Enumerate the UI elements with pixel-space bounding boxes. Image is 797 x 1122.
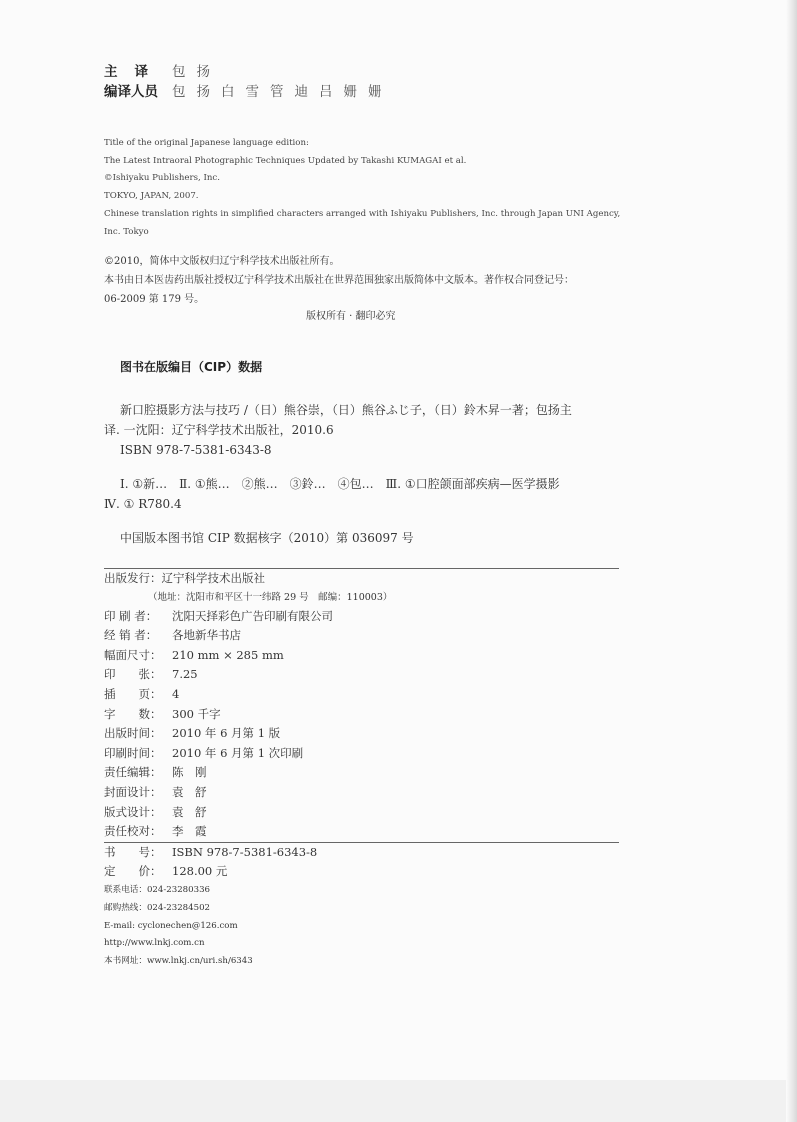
- publisher-label: 出版发行：: [104, 571, 162, 585]
- chinese-copyright-line: ©2010，简体中文版权归辽宁科学技术出版社所有。: [104, 256, 340, 267]
- contact-email: E-mail: cyclonechen@126.com: [104, 920, 238, 931]
- pub-row-label: 版式设计：: [104, 804, 162, 819]
- pub-row: [104, 705, 619, 725]
- contact-mail-order: 邮购热线：024-23284502: [104, 902, 211, 913]
- cip-classification-line: Ⅳ. ① R780.4: [104, 497, 182, 511]
- pub-row-value: 4: [172, 686, 180, 701]
- pub-row-value: 210 mm × 285 mm: [172, 647, 284, 662]
- pub-row-value: 袁 舒: [172, 784, 207, 799]
- price-row: [104, 862, 619, 882]
- publisher-address: （地址：沈阳市和平区十一纬路 29 号 邮编：110003）: [148, 591, 393, 603]
- cip-block: [104, 400, 634, 548]
- scan-right-edge: [786, 0, 797, 1122]
- pub-row-value: 300 千字: [172, 706, 221, 721]
- pub-row-label: 责任校对：: [104, 824, 162, 839]
- cip-line: 新口腔摄影方法与技巧 /（日）熊谷崇，（日）熊谷ふじ子，（日）鈴木昇一著；包扬主: [120, 403, 572, 417]
- scan-bottom-band: [0, 1080, 797, 1122]
- pub-row: [104, 744, 619, 764]
- pub-row-value: 李 霞: [172, 824, 207, 839]
- price-label: 定 价：: [104, 864, 162, 879]
- isbn-row: [104, 843, 619, 863]
- pub-row: [104, 607, 619, 627]
- pub-row-label: 出版时间：: [104, 726, 162, 741]
- isbn-label: 书 号：: [104, 844, 162, 859]
- pub-row-label: 幅面尺寸：: [104, 647, 162, 662]
- english-rights-block: [104, 135, 744, 241]
- english-rights-line: TOKYO, JAPAN, 2007.: [104, 191, 199, 202]
- pub-row-value: 各地新华书店: [172, 628, 241, 643]
- rights-reserved: 版权所有 · 翻印必究: [306, 311, 396, 322]
- publisher-value: 辽宁科学技术出版社: [161, 571, 265, 585]
- pub-row: [104, 724, 619, 744]
- publisher-row: [104, 569, 619, 589]
- pub-row-value: 7.25: [172, 667, 198, 682]
- pub-row-value: 陈 刚: [172, 765, 207, 780]
- pub-row-label: 封面设计：: [104, 784, 162, 799]
- pub-row: [104, 763, 619, 783]
- translator-names: 包扬: [172, 64, 221, 80]
- chinese-copyright-line: 本书由日本医齿药出版社授权辽宁科学技术出版社在世界范围独家出版简体中文版本。著作权合同登记号：: [104, 275, 574, 286]
- pub-row-label: 印 张：: [104, 667, 162, 682]
- pub-row-label: 印刷时间：: [104, 745, 162, 760]
- staff-row: [104, 82, 393, 102]
- cip-record: 中国版本图书馆 CIP 数据核字（2010）第 036097 号: [120, 531, 414, 545]
- english-rights-line: The Latest Intraoral Photographic Techniques Updated by Takashi KUMAGAI et al.: [104, 155, 467, 166]
- price-value: 128.00 元: [172, 864, 228, 879]
- translator-label: 主译: [104, 64, 165, 80]
- cip-classification-line: Ⅰ. ①新… Ⅱ. ①熊… ②熊… ③鈴… ④包… Ⅲ. ①口腔颌面部疾病—医学摄影: [120, 477, 560, 491]
- pub-row-value: 2010 年 6 月第 1 次印刷: [172, 745, 304, 760]
- publishing-rows: [104, 607, 619, 842]
- pub-row: [104, 822, 619, 842]
- chinese-copyright-line: 06-2009 第 179 号。: [104, 294, 205, 305]
- pub-row-label: 责任编辑：: [104, 765, 162, 780]
- isbn-value: ISBN 978-7-5381-6343-8: [172, 844, 318, 859]
- pub-row-label: 字 数：: [104, 706, 162, 721]
- contact-book-url: 本书网址：www.lnkj.cn/uri.sh/6343: [104, 956, 253, 967]
- pub-row: [104, 803, 619, 823]
- contact-website: http://www.lnkj.com.cn: [104, 938, 205, 949]
- staff-names: 包扬白雪管迪吕姗姗: [172, 84, 393, 100]
- pub-row: [104, 783, 619, 803]
- pub-row-label: 经 销 者：: [104, 628, 158, 643]
- pub-row-value: 沈阳天择彩色广告印刷有限公司: [172, 608, 333, 623]
- pub-row-value: 2010 年 6 月第 1 版: [172, 726, 281, 741]
- pub-row: [104, 646, 619, 666]
- pub-row: [104, 626, 619, 646]
- cip-heading: 图书在版编目（CIP）数据: [120, 360, 263, 374]
- english-rights-line: Title of the original Japanese language edition:: [104, 138, 309, 148]
- pub-row-label: 插 页：: [104, 686, 162, 701]
- pub-row: [104, 665, 619, 685]
- credits-block: [104, 62, 393, 102]
- english-rights-line: Chinese translation rights in simplified characters arranged with Ishiyaku Publishers, Inc. through Japan UNI Agency,: [104, 208, 621, 219]
- english-rights-line: Inc. Tokyo: [104, 226, 149, 237]
- contact-phone: 联系电话：024-23280336: [104, 885, 211, 895]
- pub-row-value: 袁 舒: [172, 804, 207, 819]
- chinese-copyright-block: [104, 252, 744, 309]
- pub-row-label: 印 刷 者：: [104, 608, 158, 623]
- cip-line: ISBN 978-7-5381-6343-8: [120, 443, 272, 457]
- staff-label: 编译人员: [104, 84, 158, 100]
- publishing-info: [104, 568, 619, 882]
- english-rights-line: ©Ishiyaku Publishers, Inc.: [104, 173, 220, 184]
- cip-line: 译. 一沈阳：辽宁科学技术出版社，2010.6: [104, 423, 334, 437]
- contact-block: [104, 882, 253, 971]
- translator-row: [104, 62, 393, 82]
- pub-row: [104, 685, 619, 705]
